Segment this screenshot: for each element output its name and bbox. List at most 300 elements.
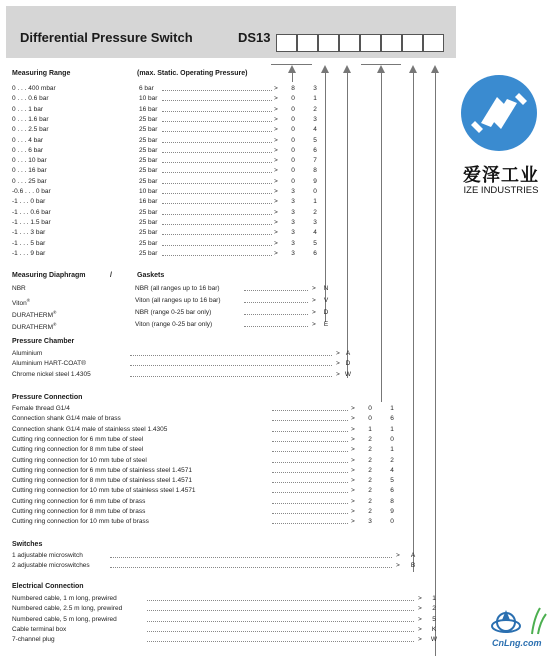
code-digit: 0 [291,95,295,103]
switch-option: 2 adjustable microswitches [12,562,90,570]
table-row [12,497,412,507]
connector-line [381,72,382,402]
cnlng-emblem-icon [478,600,550,640]
table-row [12,604,452,614]
leader-arrow: > [351,405,355,412]
code-digit: 3 [291,208,295,216]
leader-arrow: > [312,321,316,328]
code-digit: 7 [313,157,317,165]
leader-arrow: > [396,562,400,570]
leader-arrow: > [274,126,278,134]
dotted-leader [272,507,348,514]
code-digit: 1 [432,595,436,602]
table-row [12,625,452,635]
code-box [276,34,297,52]
code-digit: 2 [368,435,372,443]
electrical-option: Numbered cable, 2.5 m long, prewired [12,605,123,613]
code-digit: 2 [368,497,372,505]
document-title: Differential Pressure Switch [20,30,193,45]
dotted-leader [162,136,272,143]
code-box [297,34,318,52]
code-digit: 0 [368,405,372,412]
code-digit: 4 [390,466,394,474]
header-bar [6,6,456,58]
code-digit: 3 [291,188,295,195]
connection-type: Connection shank G1/4 male of brass [12,415,121,423]
connector-line [435,72,436,656]
dotted-leader [162,125,272,132]
dotted-leader [130,359,332,366]
dotted-leader [162,249,272,256]
code-digit: 0 [368,415,372,423]
code-digit: 3 [313,85,317,92]
gasket-material: NBR (all ranges up to 16 bar) [135,285,220,292]
leader-arrow: > [351,456,355,464]
code-digit: 0 [291,146,295,154]
diaphragm-name: NBR [12,285,26,292]
section-title-measuring-range: Measuring Range [12,70,71,77]
max-pressure: 25 bar [139,239,158,247]
dotted-leader [162,197,272,204]
range-value: -1 . . . 3 bar [12,229,46,237]
registered-mark: ® [53,322,57,327]
leader-arrow: > [418,636,422,644]
connector-line [292,72,293,82]
max-pressure: 25 bar [139,229,158,237]
dotted-leader [272,476,348,483]
table-row [12,105,317,115]
dotted-leader [162,105,272,112]
logo-english-name: IZE INDUSTRIES [463,185,539,196]
dotted-leader [162,239,272,246]
range-value: 0 . . . 400 mbar [12,85,56,92]
connection-type: Connection shank G1/4 male of stainless steel 1.4305 [12,425,168,433]
dotted-leader [130,370,332,377]
range-value: -1 . . . 1.5 bar [12,218,51,226]
table-row [12,594,452,604]
cnlng-logo [478,600,550,654]
code-digit: 6 [313,146,317,154]
code-digit: 2 [368,446,372,454]
leader-arrow: > [274,249,278,257]
section-title-diaphragm: Measuring Diaphragm [12,272,86,279]
leader-arrow: > [351,446,355,454]
dotted-leader [147,625,414,632]
leader-arrow: > [274,218,278,226]
leader-arrow: > [351,466,355,474]
max-pressure: 25 bar [139,177,158,185]
range-value: 0 . . . 4 bar [12,136,44,144]
electrical-option: Numbered cable, 5 m long, prewired [12,615,117,623]
code-digit: 2 [432,605,436,613]
diaphragm-name: DURATHERM [12,312,54,320]
electrical-option: Numbered cable, 1 m long, prewired [12,595,117,602]
dotted-leader [162,115,272,122]
connection-type: Cutting ring connection for 6 mm tube of stainless steel 1.4571 [12,466,192,474]
code-digit: 3 [291,249,295,257]
connection-type: Cutting ring connection for 6 mm tube of brass [12,497,146,505]
section-title-pressure-connection: Pressure Connection [12,394,83,401]
dotted-leader [147,615,414,622]
code-digit: 6 [313,249,317,257]
code-digit: V [323,297,329,304]
connection-type: Cutting ring connection for 8 mm tube of stainless steel 1.4571 [12,477,192,485]
table-row [12,456,412,466]
max-pressure: 25 bar [139,167,158,175]
connection-type: Female thread G1/4 [12,405,70,412]
dotted-leader [272,414,348,421]
chamber-material: Aluminium [12,350,43,357]
code-digit: 1 [313,95,317,103]
code-digit: 2 [390,456,394,464]
diaphragm-material [12,320,56,333]
leader-arrow: > [418,615,422,623]
gasket-material: NBR (range 0-25 bar only) [135,309,212,316]
table-row [12,476,412,486]
code-digit: 2 [368,477,372,485]
connection-type: Cutting ring connection for 8 mm tube of brass [12,508,146,515]
dotted-leader [147,604,414,611]
leader-arrow: > [312,285,316,292]
table-row [12,115,317,125]
code-digit: 2 [368,456,372,464]
dotted-leader [162,218,272,225]
model-code: DS13 [238,30,271,45]
leader-arrow: > [274,157,278,165]
cnlng-text: CnLng.com [492,638,542,648]
measuring-range-pressure-header: (max. Static. Operating Pressure) [137,70,248,77]
max-pressure: 16 bar [139,105,158,113]
code-digit: 0 [291,177,295,185]
table-row [12,635,452,645]
max-pressure: 25 bar [139,146,158,154]
range-value: 0 . . . 1.6 bar [12,115,49,123]
leader-arrow: > [274,198,278,206]
max-pressure: 25 bar [139,249,158,257]
leader-arrow: > [274,167,278,175]
electrical-option: Cable terminal box [12,625,67,633]
code-digit: 0 [291,136,295,144]
leader-arrow: > [274,136,278,144]
code-digit: 1 [390,425,394,433]
dotted-leader [272,445,348,452]
code-digit: 0 [291,157,295,165]
code-digit: 3 [368,518,372,526]
leader-arrow: > [274,85,278,92]
leader-arrow: > [274,229,278,237]
code-digit: 5 [390,477,394,485]
code-digit: 0 [291,105,295,113]
table-row [12,445,412,455]
dotted-leader [162,146,272,153]
leader-arrow: > [351,477,355,485]
table-row [12,561,432,571]
leader-arrow: > [351,425,355,433]
table-row [12,228,317,238]
code-digit: 0 [291,167,295,175]
leader-arrow: > [312,309,316,316]
code-digit: 8 [291,85,295,92]
connection-type: Cutting ring connection for 6 mm tube of steel [12,435,144,443]
dotted-leader [244,284,308,291]
code-digit: 4 [313,126,317,134]
dotted-leader [147,635,414,642]
range-value: 0 . . . 1 bar [12,105,44,113]
code-digit: 9 [390,508,394,515]
range-value: 0 . . . 2.5 bar [12,126,49,134]
code-digit: 4 [313,229,317,237]
code-digit: 3 [291,239,295,247]
table-row [12,349,372,359]
dotted-leader [162,94,272,101]
range-value: 0 . . . 16 bar [12,167,47,175]
dotted-leader [272,466,348,473]
dotted-leader [130,349,332,356]
max-pressure: 25 bar [139,115,158,123]
registered-mark: ® [53,310,57,315]
table-row [12,156,317,166]
dotted-leader [162,228,272,235]
max-pressure: 25 bar [139,208,158,216]
connection-type: Cutting ring connection for 10 mm tube of stainless steel 1.4571 [12,487,196,495]
range-value: 0 . . . 25 bar [12,177,47,185]
leader-arrow: > [418,595,422,602]
dotted-leader [147,594,414,601]
code-box [339,34,360,52]
table-row [12,551,432,561]
diaphragm-material [12,284,26,294]
code-digit: 6 [390,487,394,495]
dotted-leader [272,486,348,493]
code-digit: 0 [313,188,317,195]
dotted-leader [110,561,392,568]
table-row [12,249,317,259]
leader-arrow: > [312,297,316,304]
range-value: 0 . . . 10 bar [12,157,47,165]
dotted-leader [244,308,308,315]
section-title-electrical-connection: Electrical Connection [12,583,84,590]
code-digit: 6 [390,415,394,423]
leader-arrow: > [274,146,278,154]
table-row [12,615,452,625]
leader-arrow: > [351,435,355,443]
leader-arrow: > [274,188,278,195]
range-value: -0.6 . . . 0 bar [12,188,51,195]
diaphragm-gasket-separator: / [110,272,112,279]
leader-arrow: > [351,518,355,526]
max-pressure: 16 bar [139,198,158,206]
code-digit: 0 [390,435,394,443]
company-logo [455,75,547,203]
dotted-leader [162,166,272,173]
dotted-leader [162,156,272,163]
gasket-material: Viton (range 0-25 bar only) [135,321,213,328]
connection-type: Cutting ring connection for 10 mm tube of brass [12,518,149,526]
leader-arrow: > [351,508,355,515]
code-digit: 2 [313,208,317,216]
connector-line [413,72,414,572]
code-digit: A [410,552,416,559]
table-row [12,414,412,424]
max-pressure: 25 bar [139,126,158,134]
gasket-material: Viton (all ranges up to 16 bar) [135,297,221,304]
leader-arrow: > [274,105,278,113]
code-digit: D [345,360,351,368]
dotted-leader [272,404,348,411]
code-digit: 1 [313,198,317,206]
code-digit: 2 [313,105,317,113]
code-digit: 3 [291,229,295,237]
chamber-material: Aluminium HART-COAT® [12,360,86,368]
code-box [381,34,402,52]
table-row [12,517,412,527]
dotted-leader [244,320,308,327]
diaphragm-name: DURATHERM [12,324,54,332]
table-row [12,466,412,476]
table-row [12,435,412,445]
switch-option: 1 adjustable microswitch [12,552,83,559]
code-digit: 5 [313,239,317,247]
table-row [12,208,317,218]
leader-arrow: > [274,177,278,185]
max-pressure: 10 bar [139,188,158,195]
leader-arrow: > [351,415,355,423]
code-digit: N [323,285,329,292]
leader-arrow: > [336,350,340,357]
table-row [12,404,412,414]
code-digit: 3 [313,115,317,123]
diaphragm-name: Viton [12,300,27,308]
code-digit: 2 [368,487,372,495]
dotted-leader [272,497,348,504]
dotted-leader [162,187,272,194]
code-digit: 2 [368,466,372,474]
code-box [360,34,381,52]
max-pressure: 6 bar [139,85,154,92]
leader-arrow: > [336,360,340,368]
table-row [12,320,352,330]
table-row [12,187,317,197]
table-row [12,486,412,496]
code-digit: E [323,321,329,328]
code-box [423,34,444,52]
table-row [12,507,412,517]
connection-type: Cutting ring connection for 8 mm tube of steel [12,446,144,454]
code-digit: 3 [291,198,295,206]
table-row [12,370,372,380]
code-digit: B [410,562,416,570]
code-digit: 0 [291,126,295,134]
range-value: -1 . . . 0.6 bar [12,208,51,216]
table-row [12,84,317,94]
leader-arrow: > [336,370,340,378]
max-pressure: 25 bar [139,157,158,165]
logo-emblem [461,75,537,151]
table-row [12,94,317,104]
chamber-material: Chrome nickel steel 1.4305 [12,370,91,378]
section-title-switches: Switches [12,541,43,548]
dotted-leader [110,551,392,558]
leader-arrow: > [274,95,278,103]
max-pressure: 25 bar [139,218,158,226]
gaskets-header: Gaskets [137,272,165,279]
code-digit: 5 [432,615,436,623]
dotted-leader [162,208,272,215]
leader-arrow: > [418,625,422,633]
max-pressure: 10 bar [139,95,158,103]
leader-arrow: > [351,497,355,505]
dotted-leader [272,435,348,442]
table-row [12,308,352,318]
code-digit: 9 [313,177,317,185]
registered-mark: ® [26,298,31,303]
table-row [12,125,317,135]
dotted-leader [272,517,348,524]
dotted-leader [244,296,308,303]
code-digit: 0 [390,518,394,526]
code-digit: W [344,370,352,378]
code-digit: D [323,309,329,316]
code-digit: 1 [368,425,372,433]
leader-arrow: > [274,239,278,247]
table-row [12,359,372,369]
table-row [12,296,352,306]
connector-line [347,72,348,378]
leader-arrow: > [351,487,355,495]
range-value: -1 . . . 9 bar [12,249,46,257]
table-row [12,166,317,176]
logo-mark-icon [461,75,537,151]
range-value: 0 . . . 0.6 bar [12,95,49,103]
leader-arrow: > [274,208,278,216]
table-row [12,218,317,228]
range-value: -1 . . . 5 bar [12,239,46,247]
code-digit: 5 [313,136,317,144]
code-digit: 1 [390,446,394,454]
code-box [318,34,339,52]
table-row [12,425,412,435]
dotted-leader [272,425,348,432]
electrical-option: 7-channel plug [12,636,55,644]
code-digit: W [430,636,438,644]
leader-arrow: > [274,115,278,123]
max-pressure: 25 bar [139,136,158,144]
table-row [12,146,317,156]
table-row [12,136,317,146]
leader-arrow: > [418,605,422,613]
table-row [12,177,317,187]
code-digit: 3 [291,218,295,226]
code-digit: 8 [313,167,317,175]
code-digit: 3 [313,218,317,226]
code-digit: 0 [291,115,295,123]
code-box [402,34,423,52]
code-digit: 1 [390,405,394,412]
table-row [12,284,352,294]
table-row [12,239,317,249]
code-digit: 8 [390,497,394,505]
range-value: -1 . . . 0 bar [12,198,46,206]
code-digit: K [431,625,437,633]
order-code-boxes [276,34,444,52]
logo-chinese-name: 爱泽工业 [463,165,539,185]
dotted-leader [162,177,272,184]
range-value: 0 . . . 6 bar [12,146,44,154]
dotted-leader [162,84,272,91]
table-row [12,197,317,207]
code-digit: A [345,350,351,357]
leader-arrow: > [396,552,400,559]
